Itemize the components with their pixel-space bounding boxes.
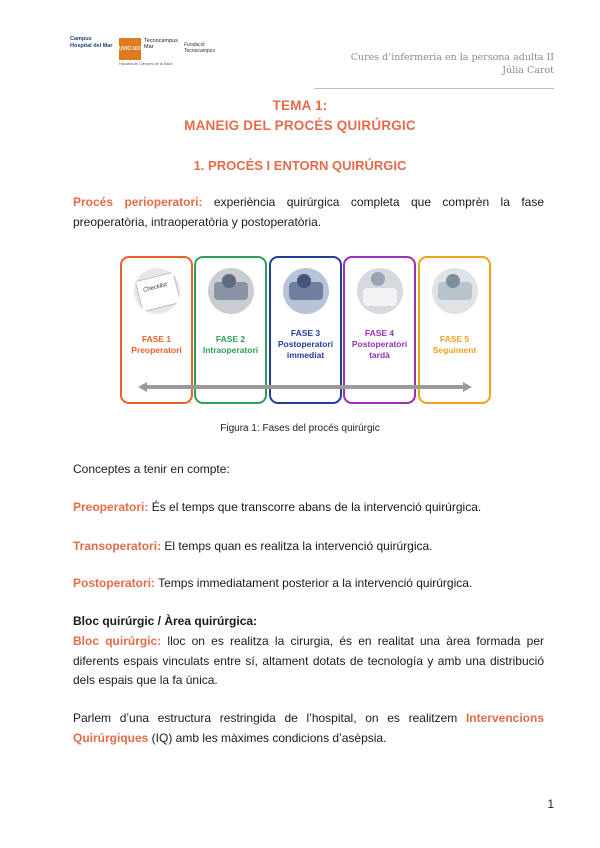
perioperatori-paragraph bbox=[73, 193, 544, 232]
bloc-heading: Bloc quirúrgic / Àrea quirúrgica: bbox=[73, 614, 258, 628]
term-transoperatori: Transoperatori: bbox=[73, 539, 162, 553]
estructura-paragraph bbox=[73, 709, 544, 748]
definition-perioperatori: experiència quirúrgica completa que comprèn la fase preoperatòria, intraoperatòria y postoperatòria. bbox=[73, 195, 545, 229]
text-preoperatori: És el temps que transcorre abans de la intervenció quirúrgica. bbox=[148, 500, 482, 514]
concepts-intro: Conceptes a tenir en compte: bbox=[73, 462, 230, 476]
bloc-definition bbox=[73, 632, 544, 691]
phase-3-label bbox=[271, 328, 340, 361]
phase-1-number: FASE 1 bbox=[141, 334, 172, 344]
phase-5-label bbox=[420, 334, 489, 356]
topic-number: TEMA 1: bbox=[272, 98, 328, 113]
figure-caption-text: Fases del procés quirúrgic bbox=[259, 423, 380, 434]
uvic-logo-subtitle: Facultat de Ciències de la Salut bbox=[119, 62, 173, 66]
surgery-image bbox=[208, 268, 254, 314]
uvic-logo-box: UVIC·UCC bbox=[119, 38, 141, 60]
phase-4-label bbox=[345, 328, 414, 361]
author-name: Júlia Carot bbox=[502, 65, 554, 76]
phase-4-number: FASE 4 bbox=[364, 328, 395, 338]
figure-caption bbox=[0, 423, 600, 434]
definition-postoperatori bbox=[73, 574, 544, 594]
running-header bbox=[351, 51, 554, 77]
section-heading: 1. PROCÉS I ENTORN QUIRÚRGIC bbox=[193, 158, 407, 173]
term-preoperatori: Preoperatori: bbox=[73, 500, 149, 514]
phase-1-name: Preoperatori bbox=[131, 345, 182, 355]
phase-2-label bbox=[196, 334, 265, 356]
ward-image bbox=[357, 268, 403, 314]
phases-figure bbox=[120, 256, 492, 406]
figure-caption-label: Figura 1: bbox=[220, 423, 260, 434]
term-bloc-quirurgic: Bloc quirúrgic: bbox=[73, 634, 162, 648]
phase-1-label bbox=[122, 334, 191, 356]
phase-3-number: FASE 3 bbox=[290, 328, 321, 338]
phase-3-name: Postoperatori immediat bbox=[277, 339, 334, 360]
page-number: 1 bbox=[547, 797, 554, 811]
header-divider bbox=[314, 88, 554, 89]
followup-image bbox=[432, 268, 478, 314]
uvic-logo-text: Tecnocampus Mar bbox=[144, 38, 178, 50]
estructura-text-start: Parlem d’una estructura restringida de l’hospital, on es realitzem bbox=[73, 711, 466, 725]
definition-transoperatori bbox=[73, 537, 544, 557]
term-intervencions-quirurgiques: Intervencions Quirúrgiques bbox=[73, 711, 544, 745]
text-bloc-quirurgic: lloc on es realitza la cirurgia, és en realitat una àrea formada per diferents espais vinculats entre sí, altament dotats de tecnología y amb una distribució dels espais que la fa única. bbox=[73, 634, 544, 688]
course-name: Cures d’infermeria en la persona adulta II bbox=[350, 52, 554, 63]
term-postoperatori: Postoperatori: bbox=[73, 576, 156, 590]
recovery-image bbox=[283, 268, 329, 314]
fundacio-logo: Fundació Tecnocampus bbox=[184, 42, 215, 54]
phase-2-name: Intraoperatori bbox=[202, 345, 259, 355]
phase-5-name: Seguiment bbox=[432, 345, 477, 355]
page-title: MANEIG DEL PROCÉS QUIRÚRGIC bbox=[184, 118, 416, 133]
uvic-logo bbox=[119, 38, 178, 66]
definition-preoperatori bbox=[73, 498, 544, 518]
text-postoperatori: Temps immediatament posterior a la intervenció quirúrgica. bbox=[155, 576, 473, 590]
estructura-text-end: (IQ) amb les màximes condicions d’asèpsia. bbox=[148, 730, 387, 745]
phase-5-number: FASE 5 bbox=[439, 334, 470, 344]
phase-2-number: FASE 2 bbox=[215, 334, 246, 344]
text-transoperatori: El temps quan es realitza la intervenció quirúrgica. bbox=[161, 539, 433, 553]
campus-hospital-logo: Campus Hospital del Mar bbox=[70, 36, 113, 49]
phase-4-name: Postoperatori tardà bbox=[351, 339, 408, 360]
timeline-arrow bbox=[138, 382, 472, 392]
checklist-image bbox=[134, 268, 180, 314]
header-logos bbox=[70, 36, 230, 76]
term-perioperatori: Procés perioperatori: bbox=[73, 195, 203, 209]
checklist-text: Checklist bbox=[142, 282, 168, 294]
